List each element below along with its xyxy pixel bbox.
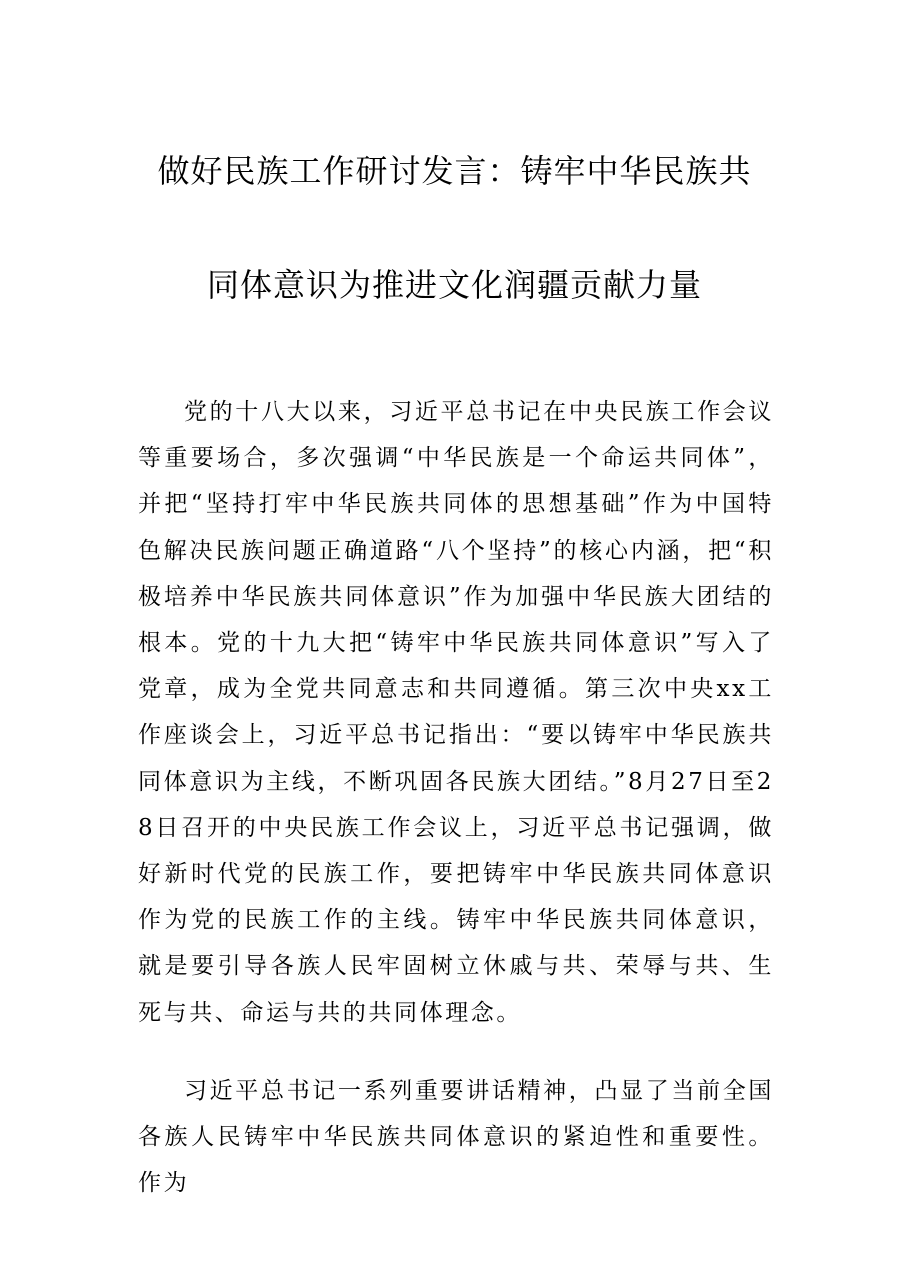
title-line-1: 做好民族工作研讨发言：铸牢中华民族共 — [157, 152, 752, 190]
paragraph: 习近平总书记一系列重要讲话精神，凸显了当前全国各族人民铸牢中华民族共同体意识的紧迫性和重要性。作为 — [138, 1078, 774, 1197]
title-line-2: 同体意识为推进文化润疆贡献力量 — [206, 266, 702, 304]
paragraph: 党的十八大以来，习近平总书记在中央民族工作会议等重要场合，多次强调“中华民族是一个命运共同体”，并把“坚持打牢中华民族共同体的思想基础”作为中国特色解决民族问题正确道路“八个坚持”的核心内涵，把“积极培养中华民族共同体意识”作为加强中华民族大团结的根本。党的十九大把“铸牢中华民族共同体意识”写入了党章，成为全党共同意志和共同遵循。第三次中央xx工作座谈会上，习近平总书记指出：“要以铸牢中华民族共同体意识为主线，不断巩固各民族大团结。”8月27日至28日召开的中央民族工作会议上，习近平总书记强调，做好新时代党的民族工作，要把铸牢中华民族共同体意识作为党的民族工作的主线。铸牢中华民族共同体意识，就是要引导各族人民牢固树立休戚与共、荣辱与共、生死与共、命运与共的共同体理念。 — [138, 399, 774, 1026]
